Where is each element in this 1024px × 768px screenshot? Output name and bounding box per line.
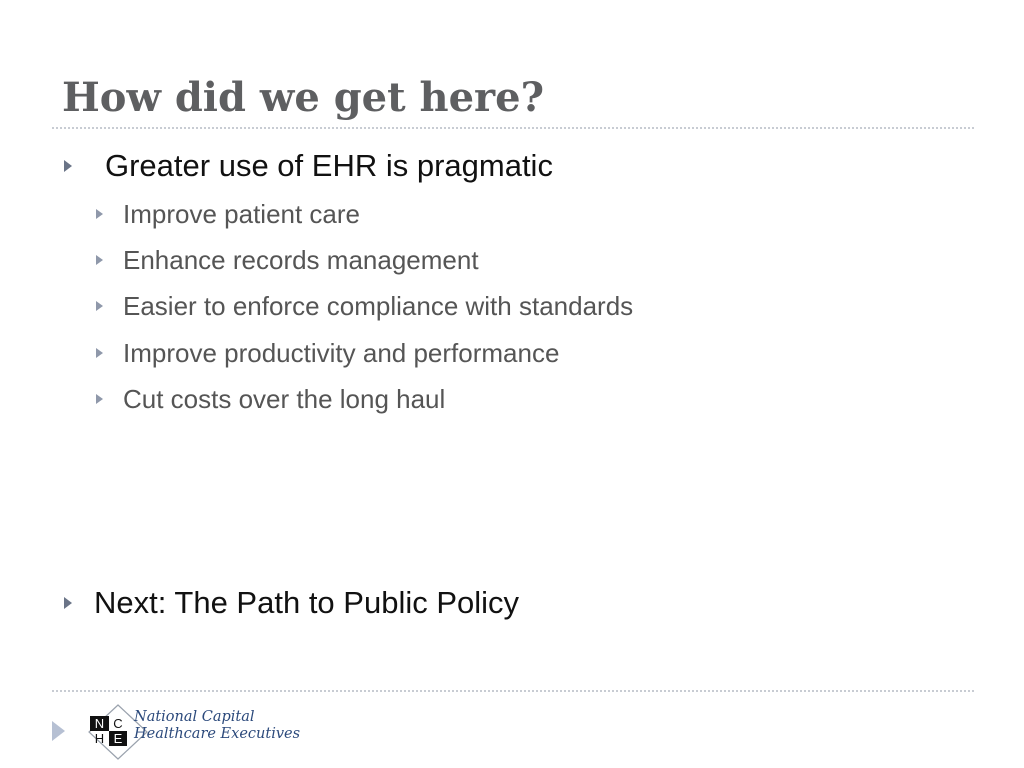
slide-title: How did we get here? — [62, 74, 545, 121]
sub-bullet — [96, 196, 360, 232]
sub-bullet-triangle-icon — [96, 348, 103, 358]
sub-bullet — [96, 381, 445, 417]
bottom-divider — [52, 690, 974, 692]
bullet-triangle-icon — [64, 597, 72, 609]
top-divider — [52, 127, 974, 129]
logo-letter-e: E — [113, 731, 123, 746]
sub-bullet — [96, 242, 479, 278]
org-name-line1: National Capital — [134, 709, 255, 725]
sub-bullet — [96, 335, 559, 371]
next-bullet — [64, 582, 519, 624]
logo-letter-c: C — [113, 716, 123, 731]
sub-bullet-text: Enhance records management — [123, 244, 479, 275]
sub-bullet — [96, 288, 633, 324]
bullet-triangle-icon — [64, 160, 72, 172]
sub-bullet-triangle-icon — [96, 301, 103, 311]
sub-bullet-triangle-icon — [96, 255, 103, 265]
main-bullet — [64, 145, 553, 187]
sub-bullet-text: Easier to enforce compliance with standards — [123, 290, 634, 321]
sub-bullet-triangle-icon — [96, 209, 103, 219]
org-name — [134, 709, 300, 743]
logo-letter-n: N — [94, 716, 105, 731]
sub-bullet-text: Improve productivity and performance — [123, 337, 560, 368]
next-bullet-text: Next: The Path to Public Policy — [94, 585, 520, 620]
logo-letter-h: H — [94, 731, 105, 746]
sub-bullet-text: Improve patient care — [123, 198, 361, 229]
triangle-right-icon[interactable] — [52, 721, 65, 741]
sub-bullet-text: Cut costs over the long haul — [123, 383, 446, 414]
main-bullet-text: Greater use of EHR is pragmatic — [105, 148, 553, 183]
sub-bullet-triangle-icon — [96, 394, 103, 404]
org-name-line2: Healthcare Executives — [134, 726, 301, 742]
